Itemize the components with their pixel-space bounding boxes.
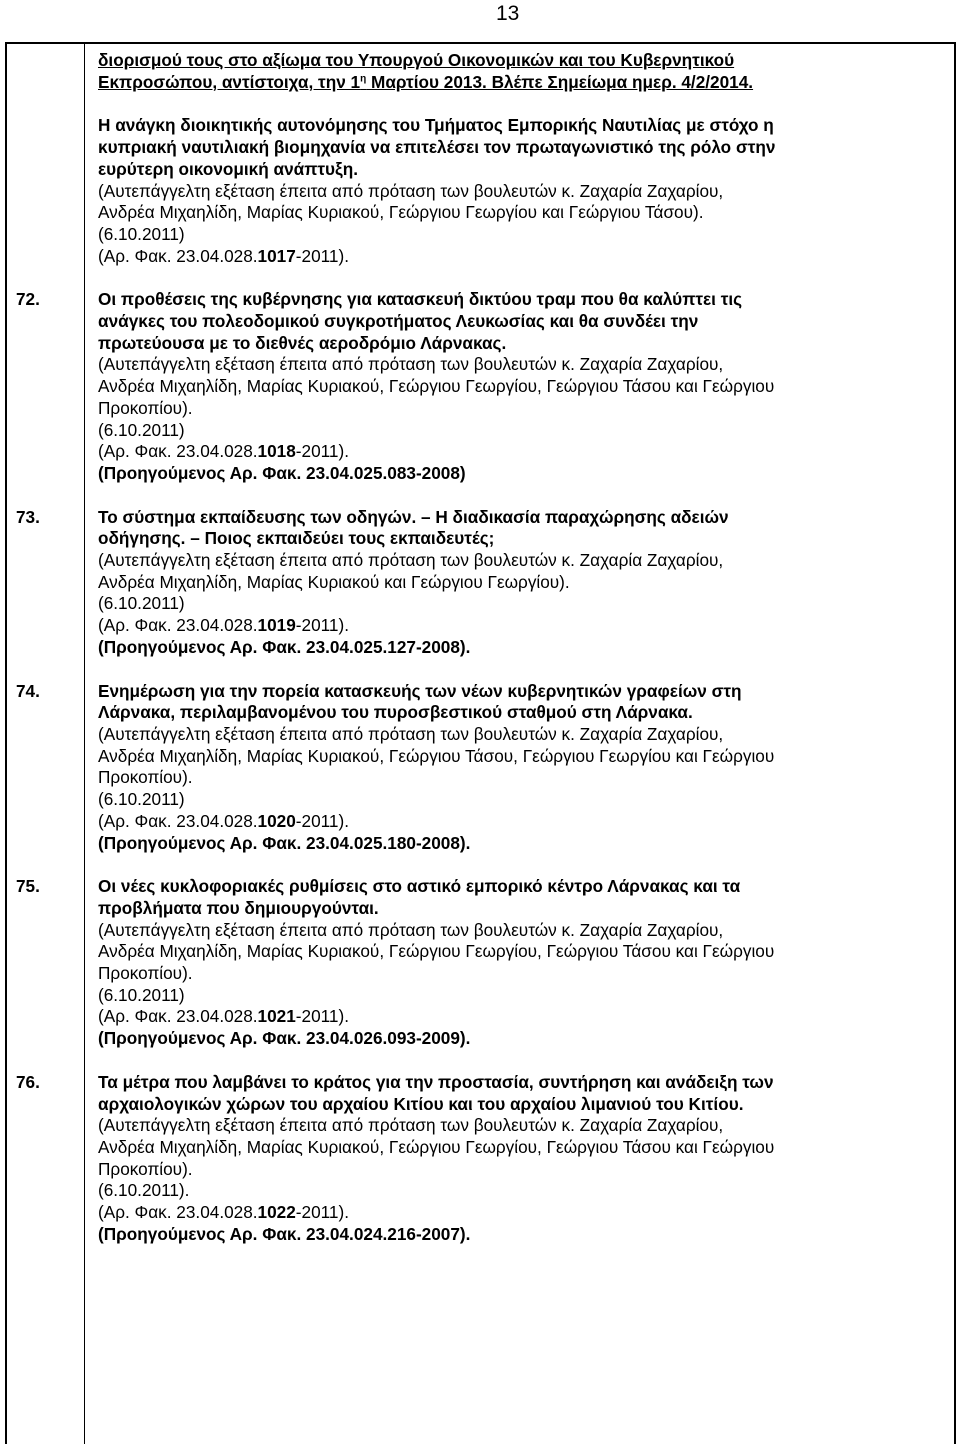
detail-line: (Αυτεπάγγελτη εξέταση έπειτα από πρόταση των βουλευτών κ. Ζαχαρία Ζαχαρίου,	[98, 1115, 724, 1136]
entry-title-line: Οι νέες κυκλοφοριακές ρυθμίσεις στο αστικό εμπορικό κέντρο Λάρνακας και τα	[98, 876, 741, 897]
file-reference: (Αρ. Φακ. 23.04.028.1017-2011).	[98, 245, 349, 266]
entry-number: 73.	[16, 506, 40, 527]
superscript: η	[360, 72, 367, 84]
entry-72	[16, 289, 946, 484]
detail-line: (Αυτεπάγγελτη εξέταση έπειτα από πρόταση των βουλευτών κ. Ζαχαρία Ζαχαρίου,	[98, 180, 724, 201]
entry-title-line: Το σύστημα εκπαίδευσης των οδηγών. – Η διαδικασία παραχώρησης αδειών	[98, 506, 729, 527]
detail-line: (6.10.2011).	[98, 1180, 190, 1201]
continuation-paragraph-line: ευρύτερη οικονομική ανάπτυξη.	[98, 158, 358, 179]
previous-file-reference: (Προηγούμενος Αρ. Φακ. 23.04.024.216-2007).	[98, 1223, 471, 1244]
detail-line: (Αυτεπάγγελτη εξέταση έπειτα από πρόταση των βουλευτών κ. Ζαχαρία Ζαχαρίου,	[98, 919, 724, 940]
continuation-paragraph-line: Η ανάγκη διοικητικής αυτονόμησης του Τμήματος Εμπορικής Ναυτιλίας με στόχο η	[98, 115, 774, 136]
document-body	[16, 50, 946, 1245]
file-reference: (Αρ. Φακ. 23.04.028.1021-2011).	[98, 1006, 349, 1027]
detail-line: Ανδρέα Μιχαηλίδη, Μαρίας Κυριακού, Γεώργιου Γεωργίου, Γεώργιου Τάσου και Γεώργιου	[98, 376, 775, 397]
entry-title-line: ανάγκες του πολεοδομικού συγκροτήματος Λευκωσίας και θα συνδέει την	[98, 311, 699, 332]
entry-number: 72.	[16, 289, 40, 310]
entry-title-line: Οι προθέσεις της κυβέρνησης για κατασκευή δικτύου τραμ που θα καλύπτει τις	[98, 289, 743, 310]
detail-line: (Αυτεπάγγελτη εξέταση έπειτα από πρόταση των βουλευτών κ. Ζαχαρία Ζαχαρίου,	[98, 723, 724, 744]
file-reference: (Αρ. Φακ. 23.04.028.1022-2011).	[98, 1202, 349, 1223]
detail-line: Ανδρέα Μιχαηλίδη, Μαρίας Κυριακού, Γεώργιου Γεωργίου, Γεώργιου Τάσου και Γεώργιου	[98, 1136, 775, 1157]
continuation-paragraph-line: κυπριακή ναυτιλιακή βιομηχανία να επιτελέσει τον πρωταγωνιστικό της ρόλο στην	[98, 137, 776, 158]
continuation-line: Εκπροσώπου, αντίστοιχα, την $1^\eta$ Μαρτίου 2013. Βλέπε Σημείωμα ημερ. 4/2/2014.	[98, 71, 754, 92]
detail-line: (6.10.2011)	[98, 419, 185, 440]
continuation-line: διορισμού τους στο αξίωμα του Υπουργού Οικονομικών και του Κυβερνητικού	[98, 50, 735, 70]
detail-line: (Αυτεπάγγελτη εξέταση έπειτα από πρόταση των βουλευτών κ. Ζαχαρία Ζαχαρίου,	[98, 354, 724, 375]
previous-file-reference: (Προηγούμενος Αρ. Φακ. 23.04.025.127-2008).	[98, 636, 471, 657]
entry-title-line: αρχαιολογικών χώρων του αρχαίου Κιτίου και του αρχαίου λιμανιού του Κιτίου.	[98, 1093, 744, 1114]
detail-line: Ανδρέα Μιχαηλίδη, Μαρίας Κυριακού, Γεώργιου Τάσου, Γεώργιου Γεωργίου και Γεώργιου	[98, 745, 775, 766]
detail-line: (6.10.2011)	[98, 984, 185, 1005]
entry-title-line: προβλήματα που δημιουργούνται.	[98, 897, 379, 918]
detail-line: (6.10.2011)	[98, 789, 185, 810]
entry-title-line: Τα μέτρα που λαμβάνει το κράτος για την προστασία, συντήρηση και ανάδειξη των	[98, 1071, 774, 1092]
entry-75	[16, 876, 946, 1050]
entry-title-line: Λάρνακα, περιλαμβανομένου του πυροσβεστικού σταθμού στη Λάρνακα.	[98, 702, 693, 723]
detail-line: Ανδρέα Μιχαηλίδη, Μαρίας Κυριακού, Γεώργιου Γεωργίου και Γεώργιου Τάσου).	[98, 202, 704, 223]
detail-line: Ανδρέα Μιχαηλίδη, Μαρίας Κυριακού και Γεώργιου Γεωργίου).	[98, 571, 570, 592]
entry-76	[16, 1072, 946, 1246]
previous-file-reference: (Προηγούμενος Αρ. Φακ. 23.04.025.180-2008).	[98, 832, 471, 853]
file-reference: (Αρ. Φακ. 23.04.028.1019-2011).	[98, 615, 349, 636]
entry-title-line: οδήγησης. – Ποιος εκπαιδεύει τους εκπαιδευτές;	[98, 528, 495, 549]
continuation-block	[98, 50, 946, 267]
entry-74	[16, 681, 946, 855]
detail-line: Ανδρέα Μιχαηλίδη, Μαρίας Κυριακού, Γεώργιου Γεωργίου, Γεώργιου Τάσου και Γεώργιου	[98, 941, 775, 962]
page-number: 13	[496, 2, 520, 25]
previous-file-reference: (Προηγούμενος Αρ. Φακ. 23.04.026.093-2009).	[98, 1028, 471, 1049]
detail-line: Προκοπίου).	[98, 963, 193, 984]
detail-line: Προκοπίου).	[98, 1158, 193, 1179]
entry-number: 74.	[16, 680, 40, 701]
detail-line: (6.10.2011)	[98, 593, 185, 614]
detail-line: Προκοπίου).	[98, 397, 193, 418]
entry-73	[16, 507, 946, 659]
entry-number: 75.	[16, 876, 40, 897]
entry-number: 76.	[16, 1071, 40, 1092]
entry-title-line: πρωτεύουσα με το διεθνές αεροδρόμιο Λάρνακας.	[98, 332, 507, 353]
entry-title-line: Ενημέρωση για την πορεία κατασκευής των νέων κυβερνητικών γραφείων στη	[98, 680, 742, 701]
previous-file-reference: (Προηγούμενος Αρ. Φακ. 23.04.025.083-2008)	[98, 462, 466, 483]
detail-line: (Αυτεπάγγελτη εξέταση έπειτα από πρόταση των βουλευτών κ. Ζαχαρία Ζαχαρίου,	[98, 550, 724, 571]
file-reference: (Αρ. Φακ. 23.04.028.1018-2011).	[98, 441, 349, 462]
detail-line: Προκοπίου).	[98, 767, 193, 788]
file-reference: (Αρ. Φακ. 23.04.028.1020-2011).	[98, 810, 349, 831]
detail-line: (6.10.2011)	[98, 223, 185, 244]
